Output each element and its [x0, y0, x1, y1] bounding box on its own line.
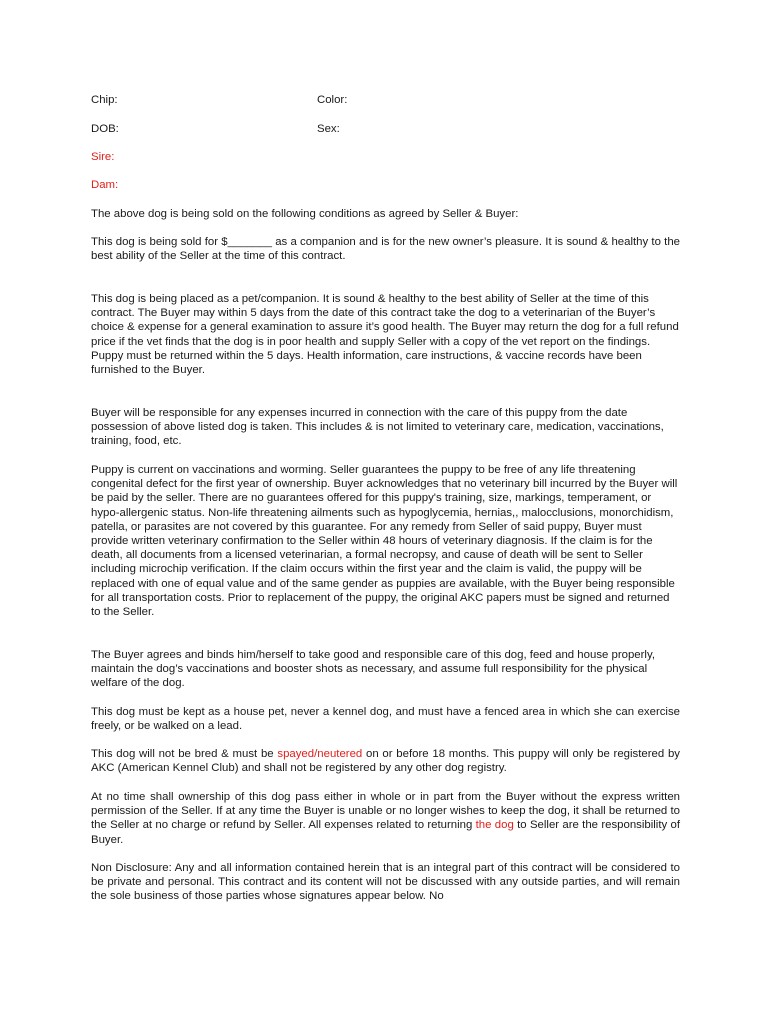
ownership-paragraph: [91, 790, 680, 847]
care-paragraph: The Buyer agrees and binds him/herself to take good and responsible care of this dog, feed and house properly, maintain the dog’s vaccinations and booster shots as necessary, and assume full responsibility for the physical welfare of the dog.: [91, 649, 655, 690]
breeding-paragraph: [91, 747, 680, 775]
intro-paragraph: The above dog is being sold on the following conditions as agreed by Seller & Buyer:: [91, 208, 519, 220]
chip-label: Chip:: [91, 94, 118, 106]
color-label: Color:: [317, 94, 348, 106]
dam-label: Dam:: [91, 179, 119, 191]
breeding-text-end: on or before 18 months. This puppy will only be registered by AKC (American Kennel Club) and shall not be registered by any other dog registry.: [91, 748, 680, 775]
guarantee-paragraph: Puppy is current on vaccinations and worming. Seller guarantees the puppy to be free of any life threatening congenital defect for the first year of ownership. Buyer acknowledges that no veterinary bill incurred by the Buyer will be paid by the seller. There are no guarantees offered for this puppy's training, size, markings, temperament, or hypo-allergenic status. Non-life threatening ailments such as hypoglycemia, hernias,, malocclusions, monorchidism, patella, or parasites are not covered by this guarantee. For any remedy from Seller of said puppy, Buyer must provide written veterinary confirmation to the Seller within 48 hours of veterinary diagnosis. If the claim is for the death, all documents from a licensed veterinarian, a formal necropsy, and cause of death will be sent to Seller including microchip verification. If the claim occurs within the first year and the claim is valid, the puppy will be replaced with one of equal value and of the same gender as puppies are available, with the Buyer being responsible for all transportation costs. Prior to replacement of the puppy, the original AKC papers must be signed and returned to the Seller.: [91, 464, 678, 619]
non-disclosure-paragraph: Non Disclosure: Any and all information contained herein that is an integral part of this contract will be considered to be private and personal. This contract and its content will not be discussed with any outside parties, and will remain the sole business of those parties whose signatures appear below. No: [91, 862, 680, 903]
dob-label: DOB:: [91, 123, 119, 135]
pet-paragraph: This dog is being placed as a pet/companion. It is sound & healthy to the best ability of Seller at the time of this contract. The Buyer may within 5 days from the date of this contract take the dog to a veterinarian of the Buyer’s choice & expense for a general examination to assure it’s good health. The Buyer may return the dog for a full refund price if the vet finds that the dog is in poor health and supply Seller with a copy of the vet report on the findings. Puppy must be returned within the 5 days. Health information, care instructions, & vaccine records have been furnished to the Buyer.: [91, 293, 679, 377]
breeding-text-start: This dog will not be bred & must be: [91, 748, 278, 760]
spayed-neutered-highlight: spayed/neutered: [277, 748, 363, 760]
expenses-paragraph: Buyer will be responsible for any expenses incurred in connection with the care of this puppy from the date possession of above listed dog is taken. This includes & is not limited to veterinary care, medication, vaccinations, training, food, etc.: [91, 407, 664, 448]
house-paragraph: This dog must be kept as a house pet, never a kennel dog, and must have a fenced area in which she can exercise freely, or be walked on a lead.: [91, 706, 680, 733]
the-dog-highlight: the dog: [475, 819, 514, 832]
sire-label: Sire:: [91, 151, 115, 163]
ownership-text-end: to Seller are the responsibility of Buyer.: [91, 819, 680, 846]
companion-paragraph: This dog is being sold for $_______ as a companion and is for the new owner’s pleasure. It is sound & healthy to the best ability of the Seller at the time of this contract.: [91, 236, 680, 263]
sex-label: Sex:: [317, 123, 340, 135]
ownership-text-start: At no time shall ownership of this dog pass either in whole or in part from the Buyer without the express written permission of the Seller. If at any time the Buyer is unable or no longer wishes to keep the dog, it shall be returned to the Seller at no charge or refund by Seller. All expenses related to returning: [91, 791, 680, 832]
